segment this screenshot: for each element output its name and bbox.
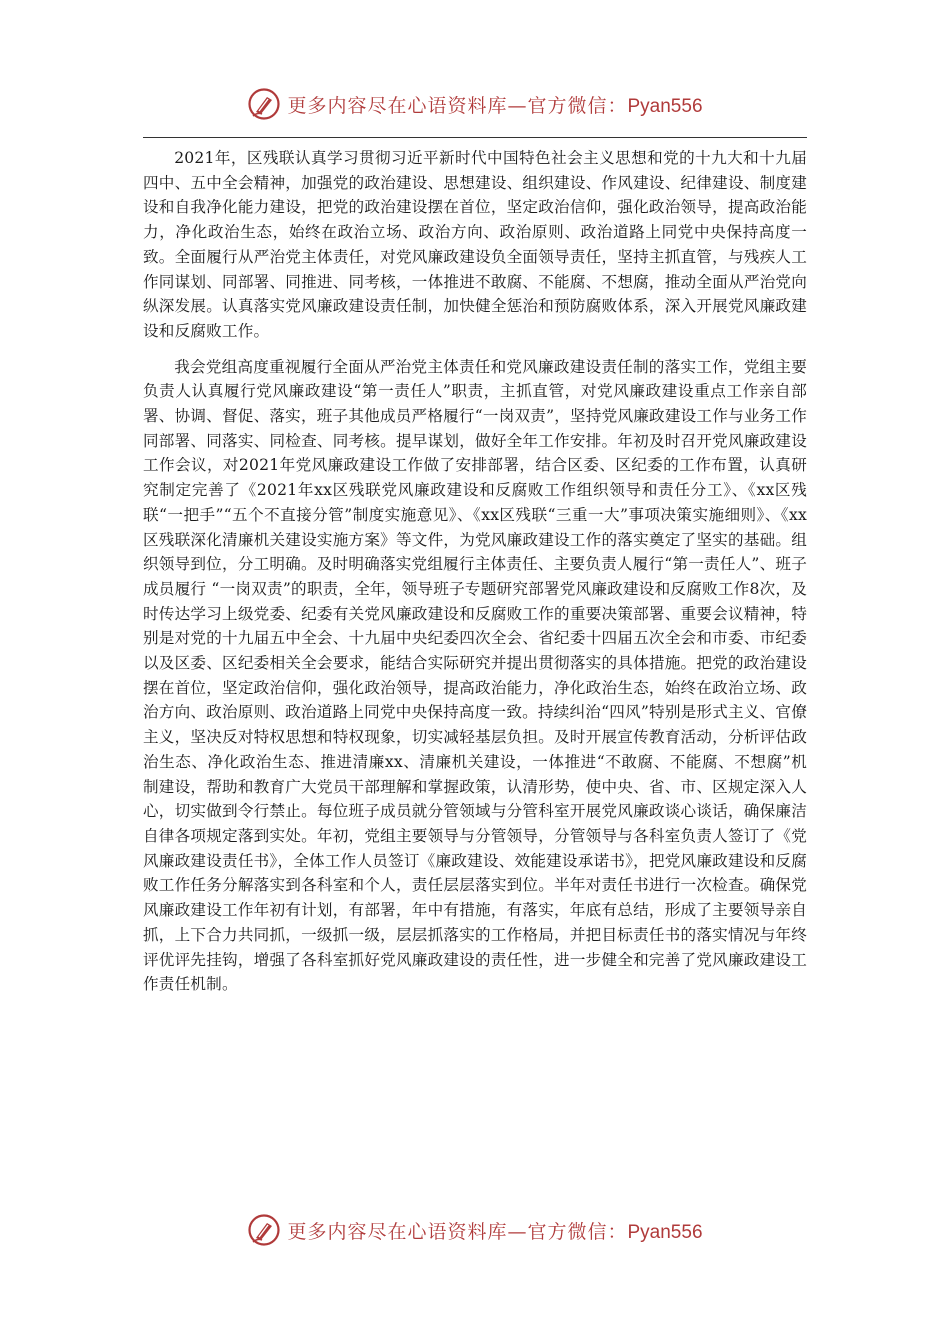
header-banner <box>0 84 950 124</box>
paragraph-2: 我会党组高度重视履行全面从严治党主体责任和党风廉政建设责任制的落实工作，党组主要负责人认真履行党风廉政建设“第一责任人”职责，主抓直管，对党风廉政建设重点工作亲自部署、协调、督促、落实，班子其他成员严格履行“一岗双责”，坚持党风廉政建设工作与业务工作同部署、同落实、同检查、同考核。提早谋划，做好全年工作安排。年初及时召开党风廉政建设工作会议，对2021年党风廉政建设工作做了安排部署，结合区委、区纪委的工作布置，认真研究制定完善了《2021年xx区残联党风廉政建设和反腐败工作组织领导和责任分工》、《xx区残联“一把手”“五个不直接分管”制度实施意见》、《xx区残联“三重一大”事项决策实施细则》、《xx区残联深化清廉机关建设实施方案》等文件，为党风廉政建设工作的落实奠定了坚实的基础。组织领导到位，分工明确。及时明确落实党组履行主体责任、主要负责人履行“第一责任人”、班子成员履行 “一岗双责”的职责，全年，领导班子专题研究部署党风廉政建设和反腐败工作8次，及时传达学习上级党委、纪委有关党风廉政建设和反腐败工作的重要决策部署、重要会议精神，特别是对党的十九届五中全会、十九届中央纪委四次全会、省纪委十四届五次全会和市委、市纪委以及区委、区纪委相关全会要求，能结合实际研究并提出贯彻落实的具体措施。把党的政治建设摆在首位，坚定政治信仰，强化政治领导，提高政治能力，净化政治生态，始终在政治立场、政治方向、政治原则、政治道路上同党中央保持高度一致。持续纠治“四风”特别是形式主义、官僚主义，坚决反对特权思想和特权现象，切实减轻基层负担。及时开展宣传教育活动，分析评估政治生态、净化政治生态、推进清廉xx、清廉机关建设，一体推进“不敢腐、不能腐、不想腐”机制建设，帮助和教育广大党员干部理解和掌握政策，认清形势，使中央、省、市、区规定深入人心，切实做到令行禁止。每位班子成员就分管领域与分管科室开展党风廉政谈心谈话，确保廉洁自律各项规定落到实处。年初，党组主要领导与分管领导，分管领导与各科室负责人签订了《党风廉政建设责任书》，全体工作人员签订《廉政建设、效能建设承诺书》，把党风廉政建设和反腐败工作任务分解落实到各科室和个人，责任层层落实到位。半年对责任书进行一次检查。确保党风廉政建设工作年初有计划，有部署，年中有措施，有落实，年底有总结，形成了主要领导亲自抓，上下合力共同抓，一级抓一级，层层抓落实的工作格局，并把目标责任书的落实情况与年终评优评先挂钩，增强了各科室抓好党风廉政建设的责任性，进一步健全和完善了党风廉政建设工作责任机制。 <box>143 357 807 994</box>
header-banner-label: 更多内容尽在心语资料库—官方微信： <box>287 94 628 117</box>
footer-banner-text <box>287 1217 702 1244</box>
header-banner-text <box>287 91 702 118</box>
footer-banner <box>0 1210 950 1250</box>
paragraph-1: 2021年，区残联认真学习贯彻习近平新时代中国特色社会主义思想和党的十九大和十九届四中、五中全会精神，加强党的政治建设、思想建设、组织建设、作风建设、纪律建设、制度建设和自我净化能力建设，把党的政治建设摆在首位，坚定政治信仰，强化政治领导，提高政治能力，净化政治生态，始终在政治立场、政治方向、政治原则、政治道路上同党中央保持高度一致。全面履行从严治党主体责任，对党风廉政建设负全面领导责任，坚持主抓直管，与残疾人工作同谋划、同部署、同推进、同考核，一体推进不敢腐、不能腐、不想腐，推动全面从严治党向纵深发展。认真落实党风廉政建设责任制，加快健全惩治和预防腐败体系，深入开展党风廉政建设和反腐败工作。 <box>143 149 807 340</box>
document-body <box>143 146 807 997</box>
header-wechat-id: Pyan556 <box>627 95 703 117</box>
footer-wechat-id: Pyan556 <box>627 1221 703 1243</box>
pen-nib-logo-icon <box>247 1213 281 1247</box>
footer-banner-label: 更多内容尽在心语资料库—官方微信： <box>287 1220 628 1243</box>
header-divider <box>143 137 807 138</box>
pen-nib-logo-icon <box>247 87 281 121</box>
